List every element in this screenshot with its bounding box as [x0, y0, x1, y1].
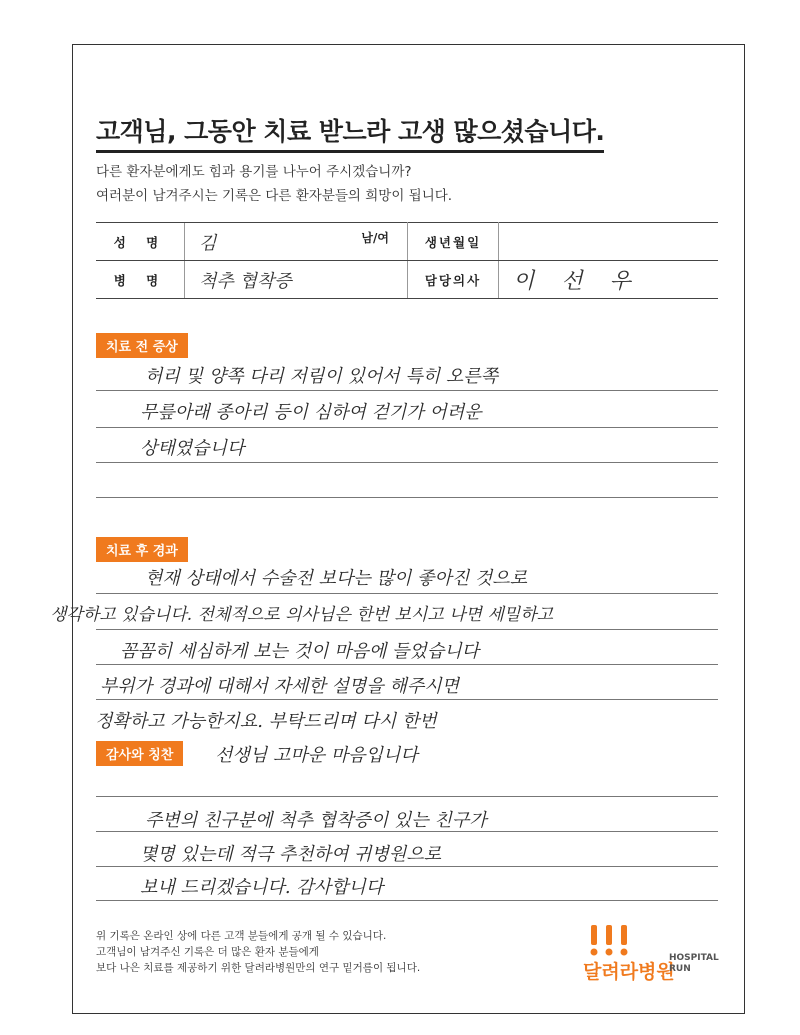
birth-label: 생년월일: [408, 223, 499, 261]
before-section-label: 치료 전 증상: [96, 333, 188, 358]
ruled-line: [96, 664, 718, 665]
after-line-3: 꼼꼼히 세심하게 보는 것이 마음에 들었습니다: [120, 641, 479, 662]
ruled-line: [96, 796, 718, 797]
before-line-2: 무릎아래 종아리 등이 심하여 걷기가 어려운: [140, 402, 482, 423]
patient-info-table: [96, 222, 718, 299]
footer-line-3: 보다 나은 치료를 제공하기 위한 달려라병원만의 연구 밑거름이 됩니다.: [96, 962, 421, 974]
logo-name: 달려라병원: [583, 961, 675, 983]
after-line-2: 생각하고 있습니다. 전체적으로 의사님은 한번 보시고 나면 세밀하고: [50, 605, 554, 625]
thanks-line-4: 보내 드리겠습니다. 감사합니다: [140, 877, 384, 898]
logo-english: [669, 953, 719, 975]
thanks-section-label: 감사와 칭찬: [96, 741, 183, 766]
before-line-3: 상태였습니다: [140, 438, 245, 459]
ruled-line: [96, 900, 718, 901]
footer-line-2: 고객님이 남겨주신 기록은 더 많은 환자 분들에게: [96, 946, 319, 958]
disease-label: 병 명: [96, 261, 185, 299]
sex-label: 남/여: [361, 230, 389, 245]
name-label: 성 명: [96, 223, 185, 261]
birth-value: [499, 223, 719, 261]
name-value: 김: [199, 232, 217, 254]
triple-exclamation-icon: [587, 923, 647, 957]
after-line-4: 부위가 경과에 대해서 자세한 설명을 해주시면: [100, 676, 459, 697]
doctor-label: 담당의사: [408, 261, 499, 299]
logo-english-2: RUN: [669, 964, 691, 974]
ruled-line: [96, 427, 718, 428]
thanks-line-1: 선생님 고마운 마음입니다: [215, 745, 418, 766]
ruled-line: [96, 866, 718, 867]
ruled-line: [96, 593, 718, 594]
ruled-line: [96, 497, 718, 498]
disease-cell: [185, 261, 408, 299]
disease-value: 척추 협착증: [199, 270, 292, 292]
doctor-cell: [499, 261, 719, 299]
subtitle-1: 다른 환자분에게도 힘과 용기를 나누어 주시겠습니까?: [96, 164, 412, 180]
thanks-line-2: 주변의 친구분에 척추 협착증이 있는 친구가: [145, 810, 487, 831]
name-cell: [185, 223, 408, 261]
after-line-1: 현재 상태에서 수술전 보다는 많이 좋아진 것으로: [145, 568, 528, 589]
thanks-line-3: 몇명 있는데 적극 추천하여 귀병원으로: [140, 844, 442, 865]
after-section-label: 치료 후 경과: [96, 537, 188, 562]
ruled-line: [96, 390, 718, 391]
page-title: 고객님, 그동안 치료 받느라 고생 많으셨습니다.: [96, 112, 604, 153]
subtitle-2: 여러분이 남겨주시는 기록은 다른 환자분들의 희망이 됩니다.: [96, 188, 453, 204]
footer-note: [96, 928, 420, 976]
logo-english-1: HOSPITAL: [669, 953, 719, 963]
hospital-logo: [583, 923, 723, 983]
ruled-line: [96, 462, 718, 463]
ruled-line: [96, 629, 718, 630]
after-line-5: 정확하고 가능한지요. 부탁드리며 다시 한번: [95, 711, 437, 732]
ruled-line: [96, 699, 718, 700]
footer-line-1: 위 기록은 온라인 상에 다른 고객 분들에게 공개 될 수 있습니다.: [96, 930, 387, 942]
doctor-value: 이 선 우: [513, 269, 641, 294]
before-line-1: 허리 및 양쪽 다리 저림이 있어서 특히 오른쪽: [145, 366, 499, 387]
